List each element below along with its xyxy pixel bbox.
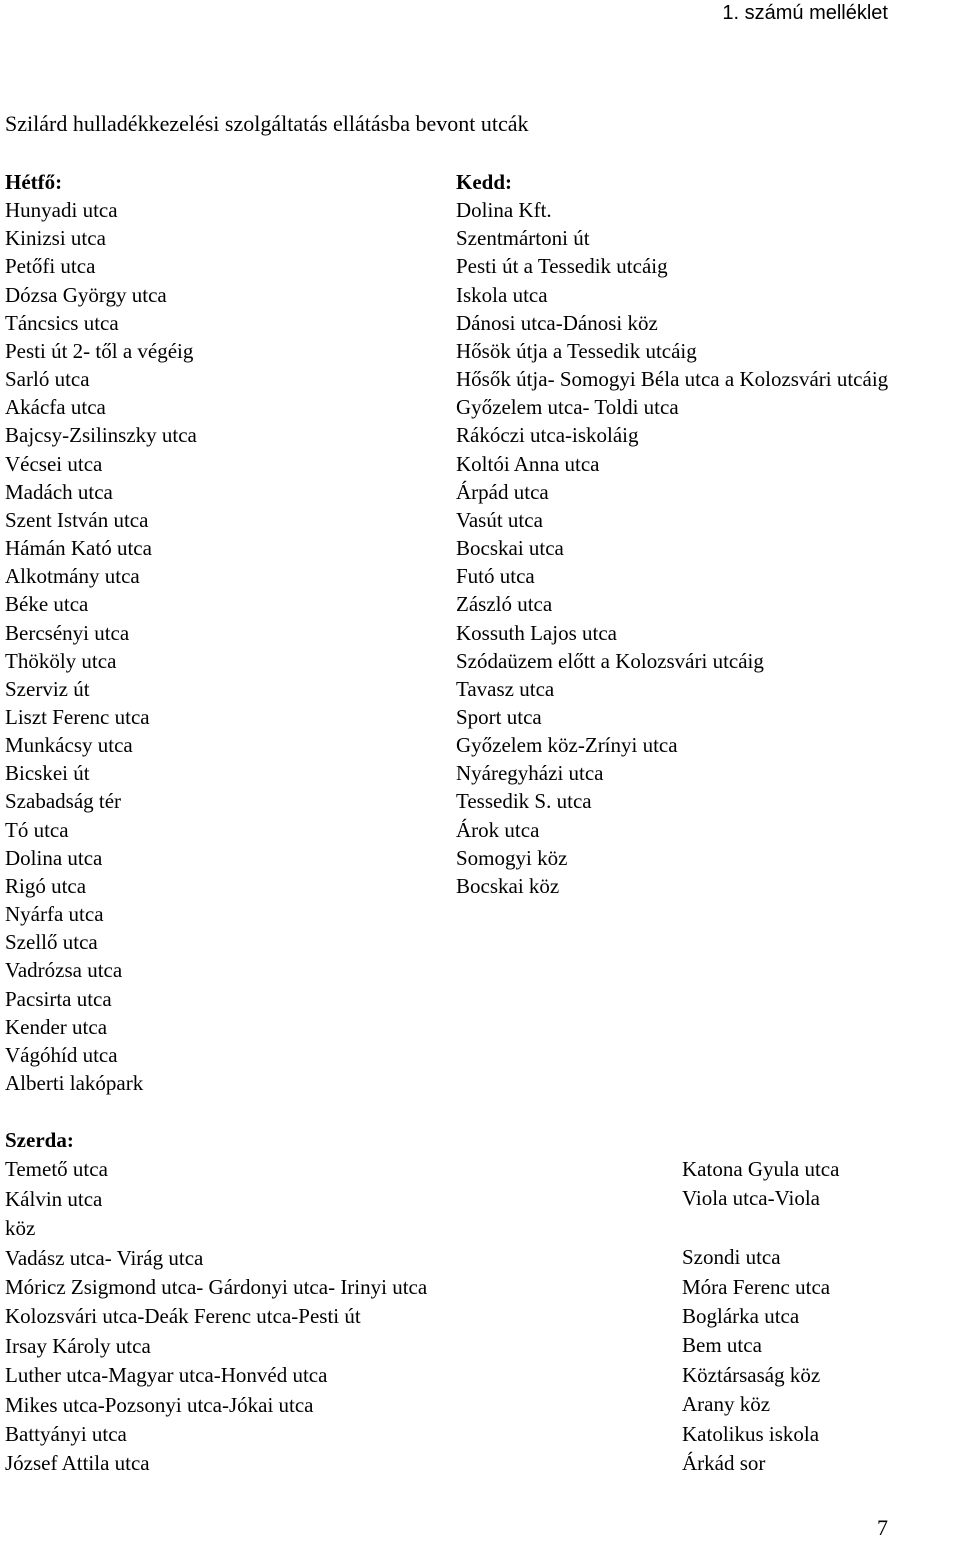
street-item: Bem utca bbox=[682, 1333, 762, 1358]
street-item: Rigó utca bbox=[5, 873, 87, 898]
street-item: Vasút utca bbox=[456, 507, 543, 532]
street-item: Irsay Károly utca bbox=[5, 1333, 151, 1358]
street-item: Dolina Kft. bbox=[456, 198, 552, 223]
street-item: Pesti út a Tessedik utcáig bbox=[456, 254, 668, 279]
street-item: Hősök útja a Tessedik utcáig bbox=[456, 338, 697, 363]
street-item: Hősők útja- Somogyi Béla utca a Kolozsvári utcáig bbox=[456, 367, 889, 392]
street-item: Iskola utca bbox=[456, 282, 548, 307]
street-item: Nyárfa utca bbox=[5, 902, 104, 927]
tuesday-column bbox=[456, 168, 888, 900]
street-item: Thököly utca bbox=[5, 648, 117, 673]
street-item: Futó utca bbox=[456, 564, 535, 589]
street-item: Katolikus iskola bbox=[682, 1421, 820, 1446]
street-item: Luther utca-Magyar utca-Honvéd utca bbox=[5, 1363, 328, 1388]
wednesday-street-list-right bbox=[682, 1155, 839, 1478]
tuesday-heading: Kedd: bbox=[456, 170, 513, 194]
street-item: Szentmártoni út bbox=[456, 226, 590, 251]
street-item: Pesti út 2- től a végéig bbox=[5, 338, 194, 363]
street-item: Alberti lakópark bbox=[5, 1071, 144, 1095]
street-item: József Attila utca bbox=[5, 1451, 150, 1476]
street-item: Szabadság tér bbox=[5, 789, 122, 814]
street-item: Vécsei utca bbox=[5, 451, 103, 476]
street-item: Szerviz út bbox=[5, 676, 90, 701]
street-item: Alkotmány utca bbox=[5, 564, 140, 589]
street-item: Kinizsi utca bbox=[5, 226, 106, 251]
street-item: Szondi utca bbox=[682, 1245, 781, 1270]
street-item: Vadász utca- Virág utca bbox=[5, 1245, 204, 1270]
wednesday-column-left bbox=[5, 1126, 427, 1479]
street-item: Kossuth Lajos utca bbox=[456, 620, 617, 645]
street-item: Árkád sor bbox=[682, 1451, 766, 1476]
street-item: Bocskai utca bbox=[456, 536, 564, 561]
street-item: Szent István utca bbox=[5, 507, 149, 532]
street-item: Katona Gyula utca bbox=[682, 1157, 840, 1181]
wednesday-heading: Szerda: bbox=[5, 1128, 74, 1152]
street-item: Zászló utca bbox=[456, 592, 553, 617]
street-item: Viola utca-Viola bbox=[682, 1186, 821, 1211]
street-item: Rákóczi utca-iskoláig bbox=[456, 423, 639, 448]
street-item bbox=[682, 1214, 839, 1243]
street-item: Koltói Anna utca bbox=[456, 451, 600, 476]
street-item: Boglárka utca bbox=[682, 1304, 800, 1329]
street-item: Liszt Ferenc utca bbox=[5, 704, 150, 729]
street-item: köz bbox=[5, 1216, 36, 1241]
street-item: Móra Ferenc utca bbox=[682, 1274, 831, 1299]
street-item: Dolina utca bbox=[5, 845, 103, 870]
street-item: Munkácsy utca bbox=[5, 733, 133, 758]
street-item: Győzelem köz-Zrínyi utca bbox=[456, 733, 678, 758]
document-title: Szilárd hulladékkezelési szolgáltatás ellátásba bevont utcák bbox=[5, 111, 529, 136]
street-item: Madách utca bbox=[5, 479, 113, 504]
street-item: Köztársaság köz bbox=[682, 1362, 821, 1387]
street-item: Mikes utca-Pozsonyi utca-Jókai utca bbox=[5, 1392, 314, 1417]
page-number: 7 bbox=[877, 1515, 888, 1540]
street-item: Szódaüzem előtt a Kolozsvári utcáig bbox=[456, 648, 764, 673]
street-item: Sport utca bbox=[456, 704, 542, 729]
street-item: Battyányi utca bbox=[5, 1422, 127, 1447]
street-item: Pacsirta utca bbox=[5, 986, 112, 1011]
street-item: Somogyi köz bbox=[456, 845, 568, 870]
street-item: Tó utca bbox=[5, 817, 69, 842]
annex-label: 1. számú melléklet bbox=[722, 2, 888, 24]
street-item: Dánosi utca-Dánosi köz bbox=[456, 310, 658, 335]
street-item: Tavasz utca bbox=[456, 676, 555, 701]
street-item: Hámán Kató utca bbox=[5, 536, 152, 561]
street-item: Hunyadi utca bbox=[5, 198, 118, 223]
street-item: Temető utca bbox=[5, 1157, 108, 1182]
street-item: Szellő utca bbox=[5, 930, 98, 955]
monday-column bbox=[5, 168, 197, 1097]
street-item: Akácfa utca bbox=[5, 395, 106, 420]
street-item: Kálvin utca bbox=[5, 1186, 103, 1211]
street-item: Árpád utca bbox=[456, 479, 549, 504]
tuesday-street-list bbox=[456, 196, 888, 900]
street-item: Bajcsy-Zsilinszky utca bbox=[5, 423, 197, 448]
wednesday-column-right bbox=[682, 1155, 839, 1478]
street-item: Petőfi utca bbox=[5, 254, 96, 279]
street-item: Vágóhíd utca bbox=[5, 1042, 118, 1067]
street-item: Kolozsvári utca-Deák Ferenc utca-Pesti út bbox=[5, 1304, 361, 1329]
street-item: Béke utca bbox=[5, 592, 89, 617]
street-item: Tessedik S. utca bbox=[456, 789, 592, 814]
monday-heading: Hétfő: bbox=[5, 170, 63, 194]
street-item: Kender utca bbox=[5, 1014, 108, 1039]
monday-street-list bbox=[5, 196, 197, 1097]
wednesday-street-list-left bbox=[5, 1155, 427, 1478]
street-item: Bicskei út bbox=[5, 761, 90, 786]
street-item: Sarló utca bbox=[5, 367, 90, 392]
street-item: Arany köz bbox=[682, 1392, 771, 1417]
street-item: Győzelem utca- Toldi utca bbox=[456, 395, 679, 420]
street-item: Bercsényi utca bbox=[5, 620, 130, 645]
street-item: Móricz Zsigmond utca- Gárdonyi utca- Irinyi utca bbox=[5, 1275, 428, 1300]
street-item: Bocskai köz bbox=[456, 873, 560, 898]
street-item: Nyáregyházi utca bbox=[456, 761, 604, 786]
street-item: Táncsics utca bbox=[5, 310, 119, 335]
street-item: Dózsa György utca bbox=[5, 282, 167, 307]
street-item: Vadrózsa utca bbox=[5, 958, 123, 983]
street-item: Árok utca bbox=[456, 817, 540, 842]
